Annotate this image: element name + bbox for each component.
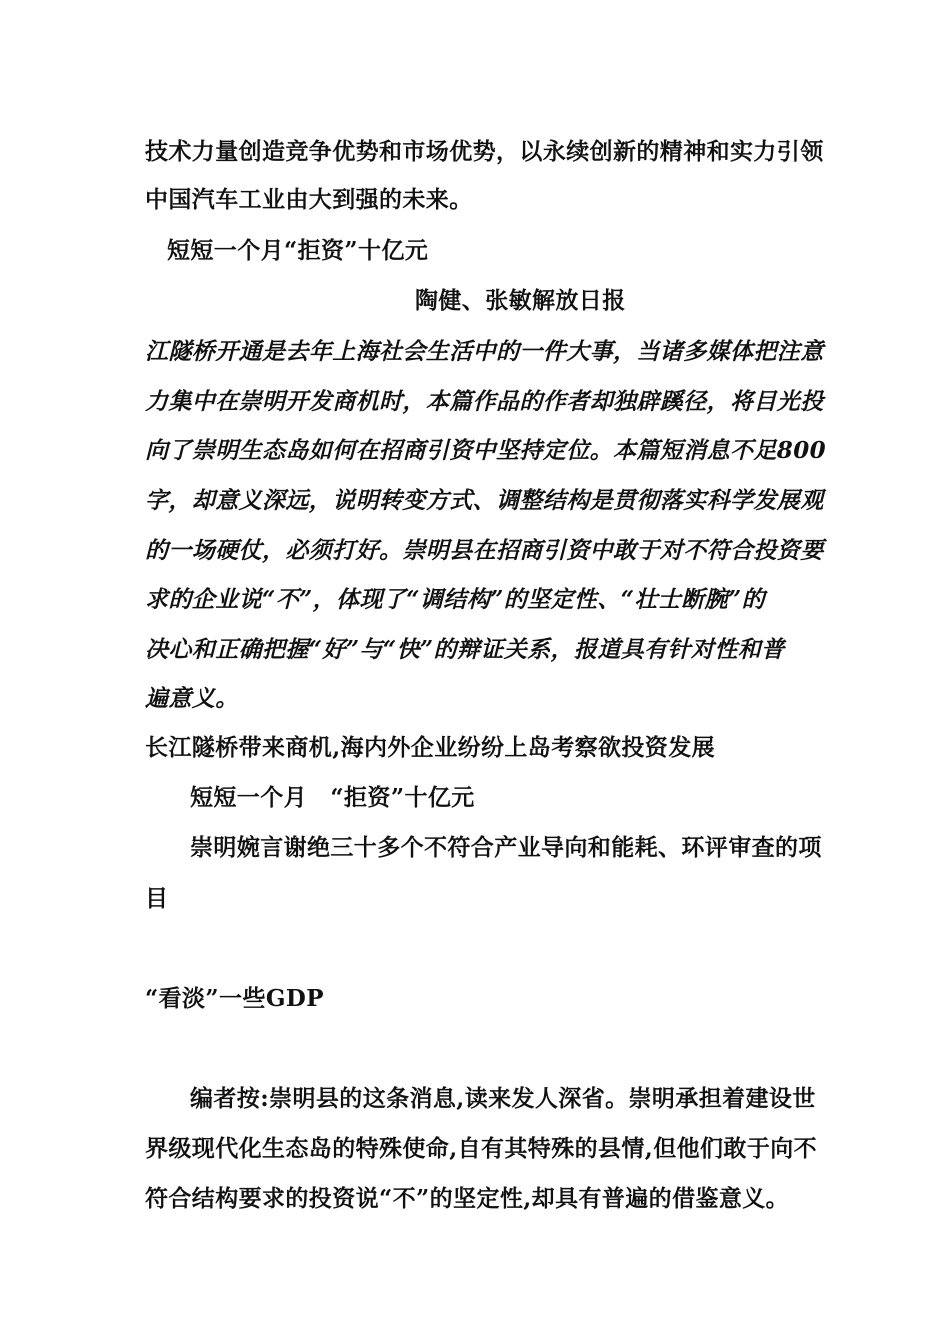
commentary-line-7: 决心和正确把握“好”与“快”的辩证关系，报道具有针对性和普 (145, 636, 785, 663)
intro-line-2: 中国汽车工业由大到强的未来。 (145, 186, 473, 213)
commentary-line-3: 向了崇明生态岛如何在招商引资中坚持定位。本篇短消息不足800 (145, 437, 827, 464)
kicker: 长江隧桥带来商机,海内外企业纷纷上岛考察欲投资发展 (145, 734, 716, 761)
commentary-line-1: 江隧桥开通是去年上海社会生活中的一件大事，当诸多媒体把注意 (145, 338, 824, 365)
subheadline-line-1: 崇明婉言谢绝三十多个不符合产业导向和能耗、环评审查的项 (190, 834, 822, 861)
subheadline-line-2: 目 (145, 885, 169, 912)
commentary-line-6: 求的企业说“不”，体现了“调结构”的坚定性、“壮士断腕”的 (145, 586, 765, 613)
editor-note-line-3: 符合结构要求的投资说“不”的坚定性,却具有普遍的借鉴意义。 (145, 1185, 790, 1212)
editor-note-line-2: 界级现代化生态岛的特殊使命,自有其特殊的县情,但他们敢于向不 (145, 1135, 818, 1162)
byline: 陶健、张敏解放日报 (415, 287, 626, 314)
commentary-line-4: 字，却意义深远，说明转变方式、调整结构是贯彻落实科学发展观 (145, 487, 824, 514)
commentary-line-8: 遍意义。 (145, 685, 239, 712)
article-heading: 短短一个月“拒资”十亿元 (167, 237, 429, 264)
headline: 短短一个月 “拒资”十亿元 (190, 784, 475, 811)
intro-line-1: 技术力量创造竞争优势和市场优势，以永续创新的精神和实力引领 (145, 138, 824, 165)
gdp-heading: “看淡”一些GDP (145, 985, 324, 1012)
commentary-line-5: 的一场硬仗，必须打好。崇明县在招商引资中敢于对不符合投资要 (145, 537, 824, 564)
editor-note-line-1: 编者按:崇明县的这条消息,读来发人深省。崇明承担着建设世 (190, 1085, 816, 1112)
commentary-line-2: 力集中在崇明开发商机时，本篇作品的作者却独辟蹊径，将目光投 (145, 388, 824, 415)
